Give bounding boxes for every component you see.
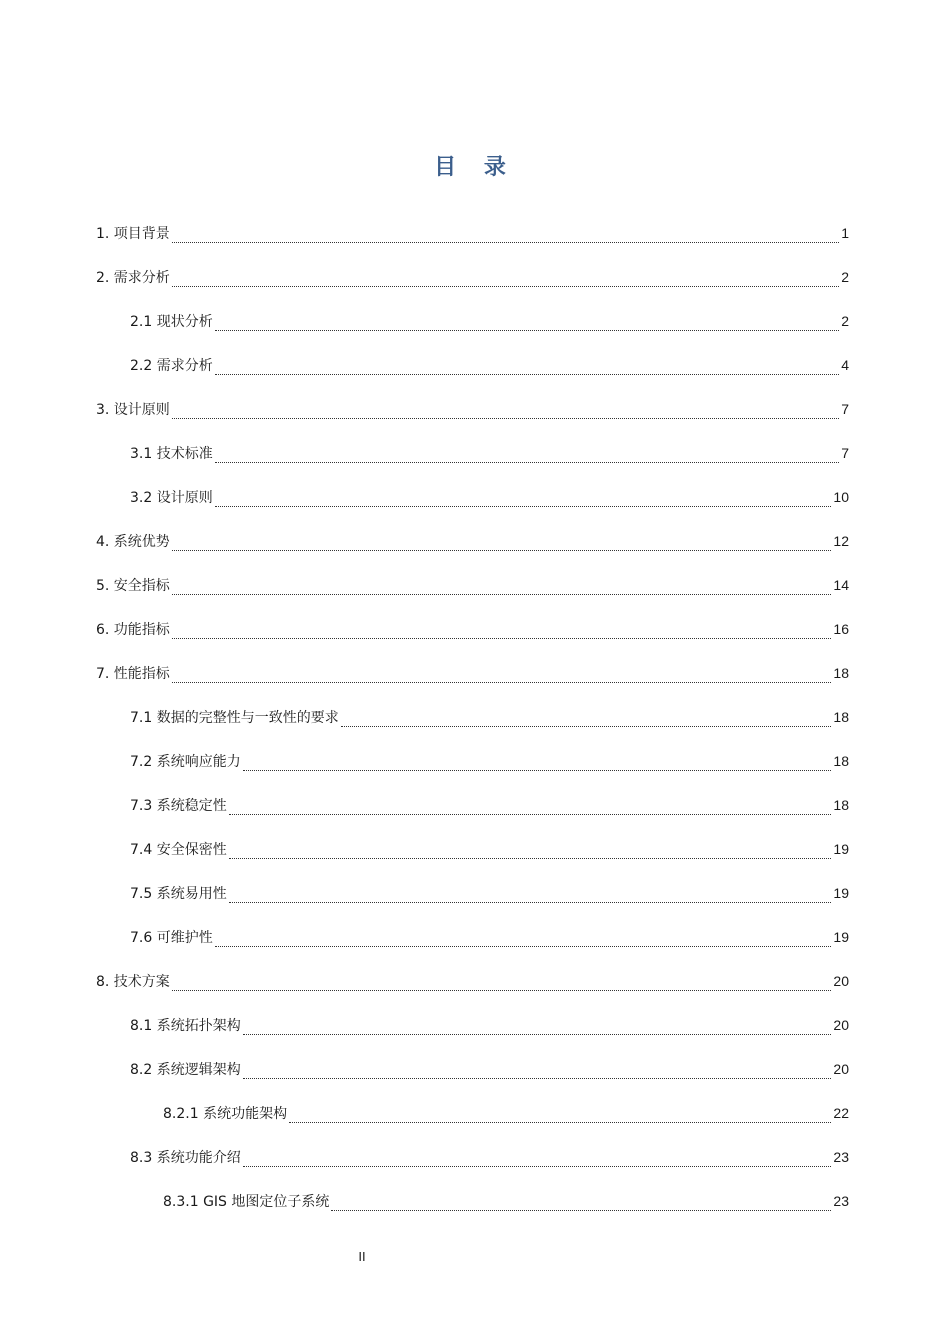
toc-entry[interactable] xyxy=(0,431,950,475)
toc-entry-page: 23 xyxy=(833,1193,849,1209)
toc-entry-title: 4. 系统优势 xyxy=(96,534,170,550)
toc-dot-leader xyxy=(243,1064,832,1079)
toc-entry-page: 19 xyxy=(833,885,849,901)
toc-dot-leader xyxy=(215,492,832,507)
toc-entry-page: 20 xyxy=(833,1061,849,1077)
toc-entry[interactable] xyxy=(0,739,950,783)
toc-entry-title: 3.1 技术标准 xyxy=(130,446,213,462)
toc-dot-leader xyxy=(215,316,839,331)
toc-dot-leader xyxy=(172,536,832,551)
toc-entry-title: 2. 需求分析 xyxy=(96,270,170,286)
toc-dot-leader xyxy=(172,976,832,991)
toc-entry-page: 1 xyxy=(841,225,849,241)
toc-entry-title: 8.1 系统拓扑架构 xyxy=(130,1018,241,1034)
toc-dot-leader xyxy=(215,932,832,947)
toc-entry-page: 7 xyxy=(841,401,849,417)
toc-entry-title: 7.1 数据的完整性与一致性的要求 xyxy=(130,710,339,726)
toc-entry-title: 3. 设计原则 xyxy=(96,402,170,418)
toc-entry[interactable] xyxy=(0,915,950,959)
toc-dot-leader xyxy=(243,756,832,771)
toc-entry-page: 2 xyxy=(841,269,849,285)
toc-title: 目 录 xyxy=(434,155,516,180)
toc-entry-page: 20 xyxy=(833,973,849,989)
toc-entry[interactable] xyxy=(0,1003,950,1047)
toc-entry-title: 8.3.1 GIS 地图定位子系统 xyxy=(163,1194,330,1210)
toc-entry-page: 19 xyxy=(833,929,849,945)
toc-entry-title: 8.2.1 系统功能架构 xyxy=(163,1106,288,1122)
toc-entry-title: 5. 安全指标 xyxy=(96,578,170,594)
toc-entry-title: 8.3 系统功能介绍 xyxy=(130,1150,241,1166)
toc-entry-title: 7.2 系统响应能力 xyxy=(130,754,241,770)
toc-dot-leader xyxy=(172,624,832,639)
toc-dot-leader xyxy=(172,580,832,595)
toc-entry-title: 7.6 可维护性 xyxy=(130,930,213,946)
toc-entry-page: 18 xyxy=(833,753,849,769)
toc-entry-title: 7.4 安全保密性 xyxy=(130,842,227,858)
toc-entry[interactable] xyxy=(0,1047,950,1091)
toc-entry-title: 7. 性能指标 xyxy=(96,666,170,682)
toc-entry[interactable] xyxy=(0,1135,950,1179)
toc-entry-page: 7 xyxy=(841,445,849,461)
toc-entry-title: 8.2 系统逻辑架构 xyxy=(130,1062,241,1078)
toc-entry[interactable] xyxy=(0,695,950,739)
toc-entry-page: 23 xyxy=(833,1149,849,1165)
toc-entry[interactable] xyxy=(0,607,950,651)
toc-dot-leader xyxy=(243,1020,832,1035)
toc-dot-leader xyxy=(229,844,832,859)
toc-dot-leader xyxy=(289,1108,831,1123)
toc-entry[interactable] xyxy=(0,519,950,563)
toc-entry-page: 18 xyxy=(833,797,849,813)
toc-entry[interactable] xyxy=(0,255,950,299)
toc-entry[interactable] xyxy=(0,827,950,871)
toc-entry[interactable] xyxy=(0,563,950,607)
toc-dot-leader xyxy=(172,668,832,683)
toc-entry[interactable] xyxy=(0,1179,950,1223)
toc-dot-leader xyxy=(172,272,839,287)
toc-entry-page: 19 xyxy=(833,841,849,857)
toc-entry-page: 20 xyxy=(833,1017,849,1033)
toc-entry[interactable] xyxy=(0,475,950,519)
toc-entry-page: 10 xyxy=(833,489,849,505)
toc-dot-leader xyxy=(229,800,832,815)
toc-dot-leader xyxy=(229,888,832,903)
toc-entry-title: 2.1 现状分析 xyxy=(130,314,213,330)
toc-dot-leader xyxy=(172,404,839,419)
toc-dot-leader xyxy=(215,448,839,463)
toc-entry-page: 18 xyxy=(833,665,849,681)
toc-dot-leader xyxy=(341,712,832,727)
toc-entry[interactable] xyxy=(0,1091,950,1135)
toc-entry-title: 7.3 系统稳定性 xyxy=(130,798,227,814)
toc-entry-page: 4 xyxy=(841,357,849,373)
page-number: II xyxy=(358,1249,366,1264)
toc-dot-leader xyxy=(331,1196,831,1211)
toc-entry-title: 1. 项目背景 xyxy=(96,226,170,242)
toc-entry[interactable] xyxy=(0,783,950,827)
toc-entry[interactable] xyxy=(0,871,950,915)
toc-entry[interactable] xyxy=(0,299,950,343)
toc-entry[interactable] xyxy=(0,211,950,255)
toc-entry-title: 6. 功能指标 xyxy=(96,622,170,638)
toc-dot-leader xyxy=(243,1152,832,1167)
toc-entry-page: 22 xyxy=(833,1105,849,1121)
toc-entry-title: 7.5 系统易用性 xyxy=(130,886,227,902)
toc-entry-title: 3.2 设计原则 xyxy=(130,490,213,506)
toc-entry-page: 16 xyxy=(833,621,849,637)
toc-entry-page: 14 xyxy=(833,577,849,593)
toc-entry[interactable] xyxy=(0,651,950,695)
toc-entry[interactable] xyxy=(0,959,950,1003)
toc-entry-title: 8. 技术方案 xyxy=(96,974,170,990)
toc-entry[interactable] xyxy=(0,343,950,387)
toc-entry-page: 18 xyxy=(833,709,849,725)
toc-dot-leader xyxy=(215,360,839,375)
toc-entry-page: 2 xyxy=(841,313,849,329)
toc-entry[interactable] xyxy=(0,387,950,431)
toc-dot-leader xyxy=(172,228,839,243)
toc-entry-title: 2.2 需求分析 xyxy=(130,358,213,374)
table-of-contents xyxy=(0,211,950,1223)
toc-entry-page: 12 xyxy=(833,533,849,549)
